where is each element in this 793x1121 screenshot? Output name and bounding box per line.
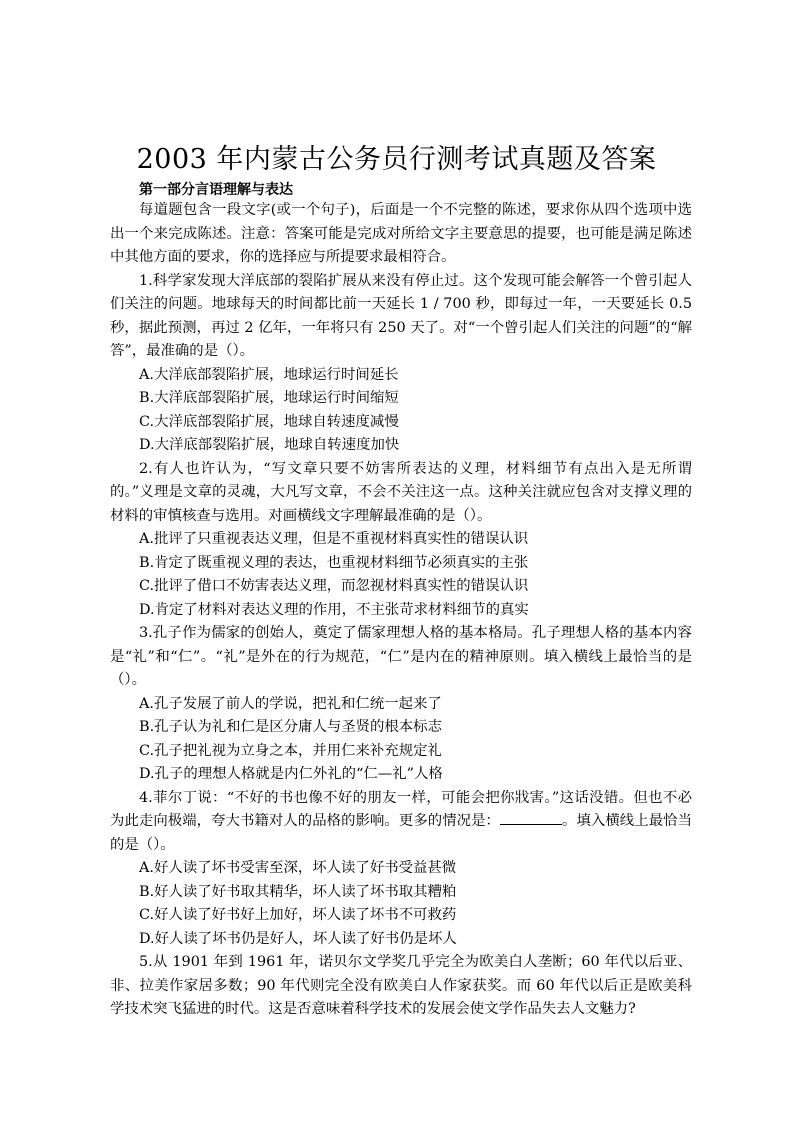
document-body [110, 199, 692, 1022]
option-c: C.大洋底部裂陷扩展，地球自转速度减慢 [139, 413, 399, 430]
question-stem-tail: 。填入横线上最恰当的是（）。 [110, 813, 692, 853]
option-d: D.孔子的理想人格就是内仁外礼的“仁—礼”人格 [139, 766, 443, 782]
question-stem: 3.孔子作为儒家的创始人，奠定了儒家理想人格的基本格局。孔子理想人格的基本内容是“礼”和“仁”。“礼”是外在的行为规范，“仁”是内在的精神原则。填入横线上最恰当的是（）。 [110, 625, 692, 688]
section-heading: 第一部分言语理解与表达 [139, 182, 293, 198]
fill-in-blank [500, 810, 562, 825]
option-c: C.孔子把礼视为立身之本，并用仁来补充规定礼 [139, 742, 442, 759]
option-b: B.大洋底部裂陷扩展，地球运行时间缩短 [139, 390, 399, 406]
option-d: D.大洋底部裂陷扩展，地球自转速度加快 [139, 437, 400, 453]
option-d: D.肯定了材料对表达义理的作用，不主张苛求材料细节的真实 [139, 601, 529, 618]
question-5 [110, 951, 692, 1022]
question-4 [110, 787, 692, 952]
option-b: B.孔子认为礼和仁是区分庸人与圣贤的根本标志 [139, 719, 442, 735]
option-a: A.大洋底部裂陷扩展，地球运行时间延长 [139, 366, 399, 383]
option-a: A.批评了只重视表达义理，但是不重视材料真实性的错误认识 [139, 531, 529, 547]
question-stem: 1.科学家发现大洋底部的裂陷扩展从来没有停止过。这个发现可能会解答一个曾引起人们关注的问题。地球每天的时间都比前一天延长 1 / 700 秒，即每过一年，一天要延长 0.5 秒，据此预测，再过 2 亿年，一年将只有 250 天了。对“一个曾引起人们关注的问题”的“解答”，最准确的是（）。 [110, 272, 692, 359]
question-stem: 5.从 1901 年到 1961 年，诺贝尔文学奖几乎完全为欧美白人垄断；60 年代以后亚、非、拉美作家居多数；90 年代则完全没有欧美白人作家获奖。而 60 年代以后正是欧美科学技术突飞猛进的时代。这是否意味着科学技术的发展会使文学作品失去人文魅力? [110, 954, 692, 1017]
option-c: C.批评了借口不妨害表达义理，而忽视材料真实性的错误认识 [139, 578, 529, 594]
option-b: B.好人读了好书取其精华，坏人读了坏书取其糟粕 [139, 883, 457, 900]
option-d: D.好人读了坏书仍是好人，坏人读了好书仍是坏人 [139, 930, 457, 947]
question-stem-text: 4.菲尔丁说：“不好的书也像不好的朋友一样，可能会把你戕害。”这话没错。但也不必为此走向极端，夸大书籍对人的品格的影响。更多的情况是： [110, 789, 692, 829]
option-a: A.孔子发展了前人的学说，把礼和仁统一起来了 [139, 695, 442, 712]
option-b: B.肯定了既重视义理的表达，也重视材料细节必须真实的主张 [139, 554, 529, 571]
page-title: 2003 年内蒙古公务员行测考试真题及答案 [136, 144, 657, 175]
question-3 [110, 622, 692, 787]
question-1 [110, 270, 692, 458]
question-2 [110, 458, 692, 623]
option-c: C.好人读了好书好上加好，坏人读了坏书不可救药 [139, 907, 457, 923]
question-stem [110, 787, 692, 858]
question-stem: 2.有人也许认为，“写文章只要不妨害所表达的义理，材料细节有点出入是无所谓的。”义理是文章的灵魂，大凡写文章，不会不关注这一点。这种关注就应包含对支撑义理的材料的审慎核查与选用。对画横线文字理解最准确的是（）。 [110, 460, 692, 524]
intro-paragraph: 每道题包含一段文字(或一个句子)，后面是一个不完整的陈述，要求你从四个选项中选出一个来完成陈述。注意：答案可能是完成对所给文字主要意思的提要，也可能是满足陈述中其他方面的要求，你的选择应与所提要求最相符合。 [110, 202, 692, 265]
option-a: A.好人读了坏书受害至深，坏人读了好书受益甚微 [139, 860, 457, 876]
